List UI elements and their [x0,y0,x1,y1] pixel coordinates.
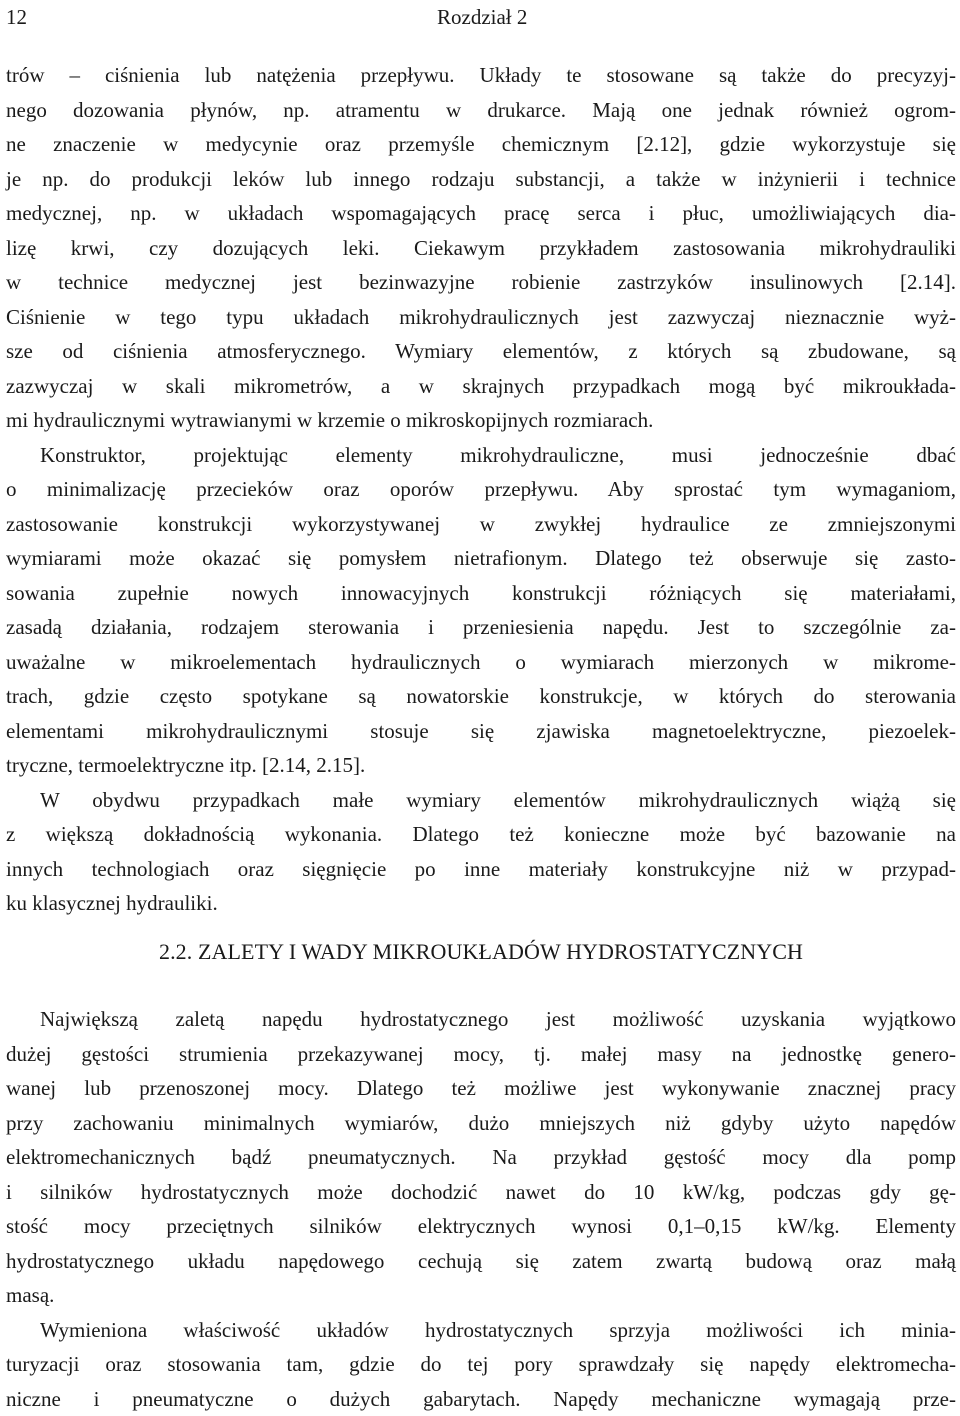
text-line: hydrostatycznego układu napędowego cechują się zatem zwartą budową oraz małą [6,1244,956,1279]
text-line: zazwyczaj w skali mikrometrów, a w skrajnych przypadkach mogą być mikroukłada- [6,369,956,404]
text-line: elementami mikrohydraulicznymi stosuje się zjawiska magnetoelektryczne, piezoelek- [6,714,956,749]
text-line: przy zachowaniu minimalnych wymiarów, dużo mniejszych niż gdyby użyto napędów [6,1106,956,1141]
paragraph-5 [6,1313,956,1416]
text-line: niczne i pneumatyczne o dużych gabarytach. Napędy mechaniczne wymagają prze- [6,1382,956,1416]
text-line: Największą zaletą napędu hydrostatycznego jest możliwość uzyskania wyjątkowo [6,1002,956,1037]
text-line: lizę krwi, czy dozujących leki. Ciekawym przykładem zastosowania mikrohydrauliki [6,231,956,266]
text-line: zastosowanie konstrukcji wykorzystywanej w zwykłej hydraulice ze zmniejszonymi [6,507,956,542]
text-line: w technice medycznej jest bezinwazyjne robienie zastrzyków insulinowych [2.14]. [6,265,956,300]
page-number: 12 [6,2,27,32]
paragraph-3 [6,783,956,921]
chapter-title: Rozdział 2 [437,2,527,32]
text-line: nego dozowania płynów, np. atramentu w drukarce. Mają one jednak również ogrom- [6,93,956,128]
text-line: W obydwu przypadkach małe wymiary elementów mikrohydraulicznych wiążą się [6,783,956,818]
text-line: elektromechanicznych bądź pneumatycznych. Na przykład gęstość mocy dla pomp [6,1140,956,1175]
text-line: trów – ciśnienia lub natężenia przepływu. Układy te stosowane są także do precyzyj- [6,58,956,93]
text-line: ne znaczenie w medycynie oraz przemyśle chemicznym [2.12], gdzie wykorzystuje się [6,127,956,162]
text-line: uważalne w mikroelementach hydraulicznych o wymiarach mierzonych w mikrome- [6,645,956,680]
text-line: sze od ciśnienia atmosferycznego. Wymiary elementów, z których są zbudowane, są [6,334,956,369]
text-line: wymiarami może okazać się pomysłem nietrafionym. Dlatego też obserwuje się zasto- [6,541,956,576]
text-line: zasadą działania, rodzajem sterowania i przeniesienia napędu. Jest to szczególnie za- [6,610,956,645]
text-line: i silników hydrostatycznych może dochodzić nawet do 10 kW/kg, podczas gdy gę- [6,1175,956,1210]
running-header [6,2,956,32]
text-line: medycznej, np. w układach wspomagających pracę serca i płuc, umożliwiających dia- [6,196,956,231]
body-text-top [6,58,956,921]
text-line: wanej lub przenoszonej mocy. Dlatego też możliwe jest wykonywanie znacznej pracy [6,1071,956,1106]
text-line: z większą dokładnością wykonania. Dlatego też konieczne może być bazowanie na [6,817,956,852]
text-line: mi hydraulicznymi wytrawianymi w krzemie o mikroskopijnych rozmiarach. [6,403,956,438]
text-line: turyzacji oraz stosowania tam, gdzie do tej pory sprawdzały się napędy elektromecha- [6,1347,956,1382]
text-line: stość mocy przeciętnych silników elektrycznych wynosi 0,1–0,15 kW/kg. Elementy [6,1209,956,1244]
paragraph-2 [6,438,956,783]
paragraph-1 [6,58,956,438]
text-line: sowania zupełnie nowych innowacyjnych konstrukcji różniących się materiałami, [6,576,956,611]
text-line: je np. do produkcji leków lub innego rodzaju substancji, a także w inżynierii i technice [6,162,956,197]
paragraph-4 [6,1002,956,1313]
text-line: Konstruktor, projektując elementy mikrohydrauliczne, musi jednocześnie dbać [6,438,956,473]
text-line: o minimalizację przecieków oraz oporów przepływu. Aby sprostać tym wymaganiom, [6,472,956,507]
text-line: tryczne, termoelektryczne itp. [2.14, 2.15]. [6,748,956,783]
text-line: Ciśnienie w tego typu układach mikrohydraulicznych jest zazwyczaj nieznacznie wyż- [6,300,956,335]
text-line: innych technologiach oraz sięgnięcie po inne materiały konstrukcyjne niż w przypad- [6,852,956,887]
section-heading: 2.2. ZALETY I WADY MIKROUKŁADÓW HYDROSTATYCZNYCH [6,935,956,969]
body-text-bottom [6,1002,956,1416]
text-line: masą. [6,1278,956,1313]
text-line: ku klasycznej hydrauliki. [6,886,956,921]
text-line: Wymieniona właściwość układów hydrostatycznych sprzyja możliwości ich minia- [6,1313,956,1348]
text-line: trach, gdzie często spotykane są nowatorskie konstrukcje, w których do sterowania [6,679,956,714]
text-line: dużej gęstości strumienia przekazywanej mocy, tj. małej masy na jednostkę genero- [6,1037,956,1072]
